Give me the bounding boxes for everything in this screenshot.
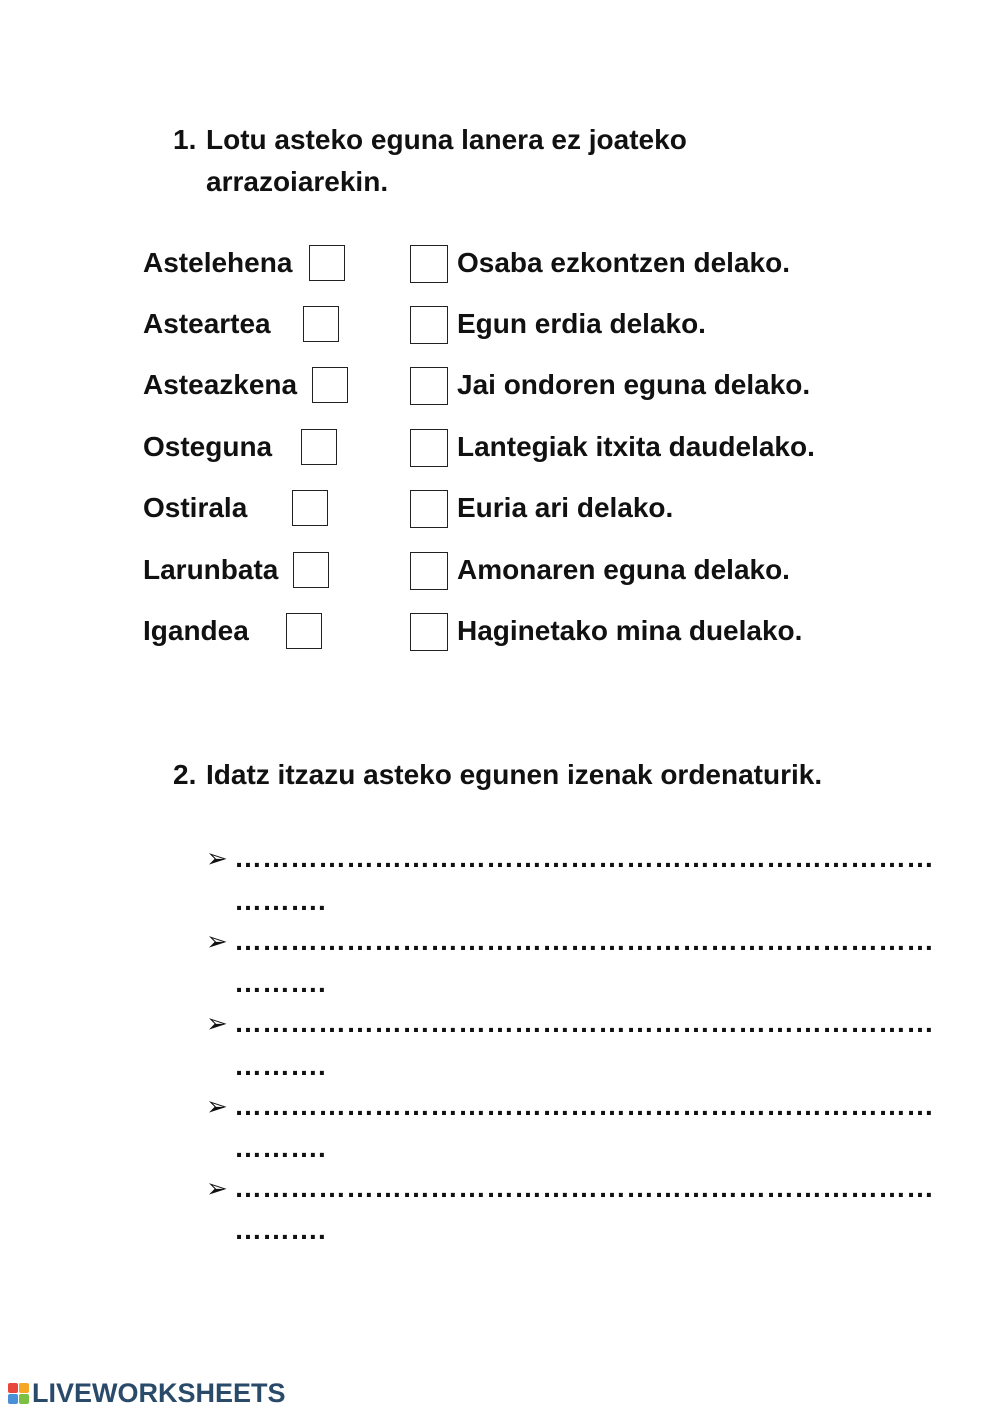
liveworksheets-logo[interactable] (8, 1378, 286, 1409)
reason-answer-box[interactable] (410, 490, 448, 528)
answer-dots: ………………………………………………………………… (234, 925, 934, 956)
day-label: Larunbata (143, 554, 279, 585)
arrow-bullet-icon: ➢ (206, 1173, 228, 1203)
answer-dots-continuation: ………. (234, 967, 326, 998)
reason-answer-box[interactable] (410, 367, 448, 405)
day-answer-box[interactable] (286, 613, 322, 649)
answer-line[interactable] (206, 1085, 934, 1127)
reason-label: Jai ondoren eguna delako. (457, 369, 811, 400)
reason-label: Egun erdia delako. (457, 308, 706, 339)
reason-answer-box[interactable] (410, 429, 448, 467)
question-2-number: 2. (173, 759, 197, 790)
reason-answer-box[interactable] (410, 552, 448, 590)
answer-dots-continuation: ………. (234, 1132, 326, 1163)
liveworksheets-logo-text: LIVEWORKSHEETS (32, 1378, 286, 1408)
answer-dots: ………………………………………………………………… (234, 1172, 934, 1203)
question-1-number: 1. (173, 124, 197, 155)
reason-answer-box[interactable] (410, 245, 448, 283)
question-2-text: Idatz itzazu asteko egunen izenak ordenaturik. (206, 759, 823, 790)
answer-line[interactable] (206, 837, 934, 879)
reason-label: Lantegiak itxita daudelako. (457, 431, 815, 462)
reason-label: Euria ari delako. (457, 492, 674, 523)
answer-line[interactable] (206, 1167, 934, 1209)
question-1-text: Lotu asteko eguna lanera ez joateko arrazoiarekin. (206, 124, 687, 197)
answer-dots: ………………………………………………………………… (234, 1007, 934, 1038)
day-label: Ostirala (143, 492, 248, 523)
answer-dots: ………………………………………………………………… (234, 1090, 934, 1121)
arrow-bullet-icon: ➢ (206, 926, 228, 956)
reason-label: Osaba ezkontzen delako. (457, 247, 790, 278)
answer-line[interactable] (206, 920, 934, 962)
day-answer-box[interactable] (301, 429, 337, 465)
day-label: Igandea (143, 615, 249, 646)
day-label: Astelehena (143, 247, 293, 278)
reason-label: Haginetako mina duelako. (457, 615, 803, 646)
day-label: Asteartea (143, 308, 271, 339)
day-label: Osteguna (143, 431, 273, 462)
reason-answer-box[interactable] (410, 306, 448, 344)
reason-label: Amonaren eguna delako. (457, 554, 790, 585)
reason-answer-box[interactable] (410, 613, 448, 651)
day-label: Asteazkena (143, 369, 298, 400)
answer-dots-continuation: ………. (234, 1050, 326, 1081)
day-answer-box[interactable] (293, 552, 329, 588)
day-answer-box[interactable] (309, 245, 345, 281)
answer-line[interactable] (206, 1002, 934, 1044)
liveworksheets-logo-icon (8, 1383, 30, 1405)
arrow-bullet-icon: ➢ (206, 1008, 228, 1038)
answer-dots: ………………………………………………………………… (234, 842, 934, 873)
arrow-bullet-icon: ➢ (206, 843, 228, 873)
day-answer-box[interactable] (292, 490, 328, 526)
day-answer-box[interactable] (303, 306, 339, 342)
arrow-bullet-icon: ➢ (206, 1091, 228, 1121)
answer-dots-continuation: ………. (234, 885, 326, 916)
day-answer-box[interactable] (312, 367, 348, 403)
answer-dots-continuation: ………. (234, 1214, 326, 1245)
